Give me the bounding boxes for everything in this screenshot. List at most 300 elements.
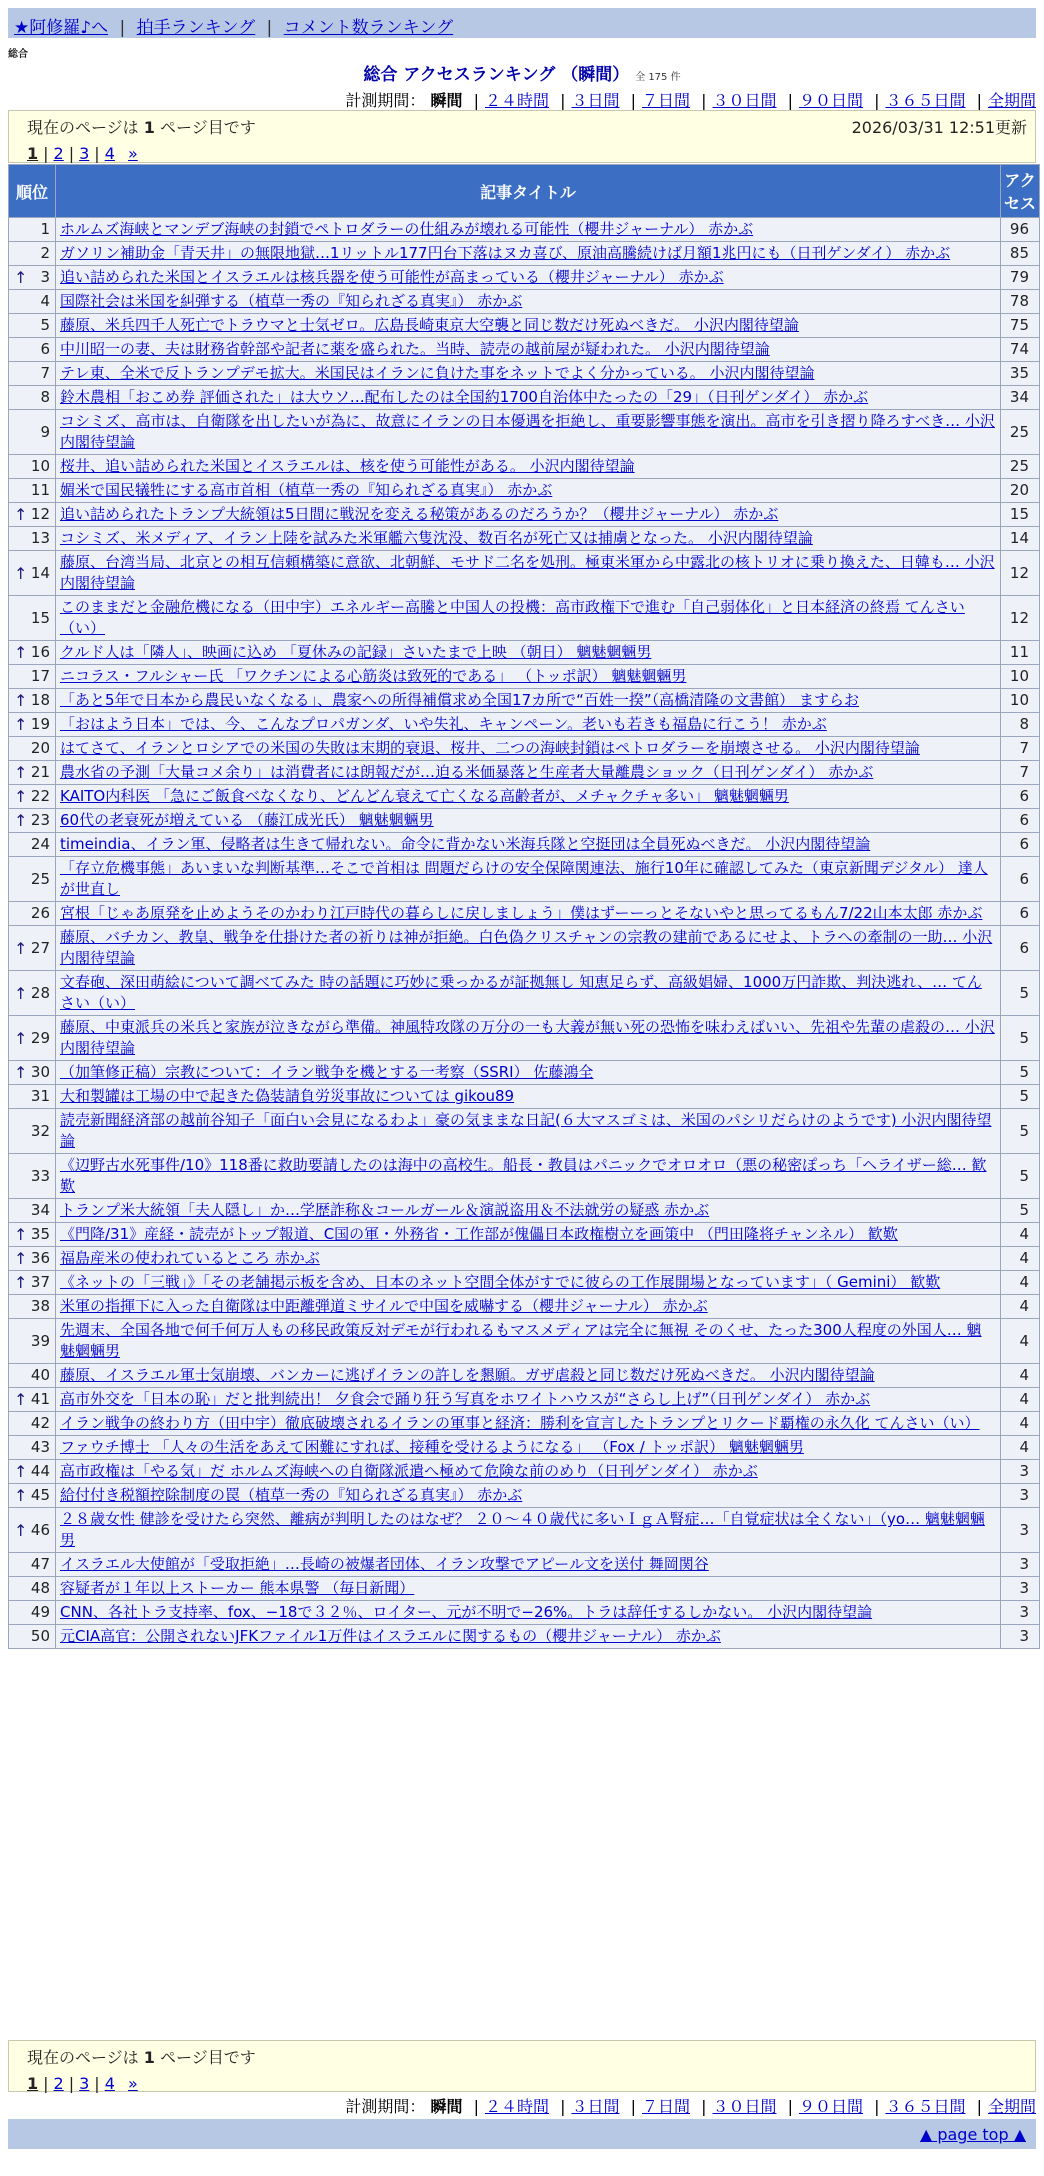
rank-cell [9,1154,55,1198]
rank-cell [9,551,55,595]
rank-up-arrow-icon: ↑ [14,1028,28,1048]
current-page-number: 1 [143,2048,155,2067]
rank-up-arrow-icon: ↑ [14,983,28,1003]
table-row [9,314,1039,337]
article-title-link[interactable]: 鈴木農相「おこめ券 評価された」は大ウソ…配布したのは全国約1700自治体中たったの「29」（日刊ゲンダイ） 赤かぶ [60,388,869,406]
title-cell [56,1553,1000,1576]
article-title-link[interactable]: 福島産米の使われているところ 赤かぶ [60,1249,320,1267]
table-row [9,479,1039,502]
footer-bar [8,2119,1036,2149]
nav-separator: | [119,18,126,38]
title-cell [56,1625,1000,1648]
title-cell [56,1154,1000,1198]
table-row [9,713,1039,736]
rank-cell [9,1460,55,1483]
home-link[interactable]: ★阿修羅♪へ [14,18,109,38]
period-3d[interactable]: ３日間 [571,91,620,110]
period-3d[interactable]: ３日間 [571,2097,620,2116]
period-current: 瞬間 [430,2097,463,2116]
title-cell [56,503,1000,526]
page-link-2[interactable]: 2 [53,2074,64,2093]
article-title-link[interactable]: トランプ米大統領「夫人隠し」か…学歴詐称＆コールガール＆演説盗用＆不法就労の疑惑 赤かぶ [60,1201,710,1219]
table-row [9,926,1039,970]
table-row [9,1199,1039,1222]
period-selector-bottom [345,2094,1036,2117]
table-row [9,218,1039,241]
title-cell [56,1601,1000,1624]
page-link-current: 1 [27,144,39,163]
article-title-link[interactable]: 容疑者が１年以上ストーカー 熊本県警 （毎日新聞） [60,1579,415,1597]
rank-cell [9,455,55,478]
table-row [9,1109,1039,1153]
period-separator: | [473,91,479,110]
rank-number: 19 [30,715,50,733]
period-separator: | [630,2097,636,2116]
rank-number: 15 [30,608,50,627]
rank-number: 22 [30,787,50,805]
table-row [9,1553,1039,1576]
table-row [9,1460,1039,1483]
article-title-link[interactable]: 読売新聞経済部の越前谷知子「面白い会見になるわよ」豪の気ままな日記(６大マスゴミは、米国のパシリだらけのようです) 小沢内閣待望論 [60,1111,992,1150]
title-cell [56,1223,1000,1246]
article-title-link[interactable]: 藤原、バチカン、教皇、戦争を仕掛けた者の祈りは神が拒絶。白色偽クリスチャンの宗教の建前であるにせよ、トラへの牽制の一助… 小沢内閣待望論 [60,928,993,967]
rank-cell [9,1199,55,1222]
rank-number: 39 [30,1331,50,1350]
access-count: 35 [1001,362,1039,385]
access-count: 75 [1001,314,1039,337]
title-cell [56,242,1000,265]
period-365d[interactable]: ３６５日間 [885,2097,966,2116]
rank-cell [9,1016,55,1060]
access-count: 7 [1001,737,1039,760]
access-count: 4 [1001,1319,1039,1363]
period-30d[interactable]: ３０日間 [712,2097,777,2116]
article-title-link[interactable]: 農水省の予測「大量コメ余り」は消費者には朗報だが…迫る米価暴落と生産者大量離農ショック（日刊ゲンダイ） 赤かぶ [60,763,874,781]
article-title-link[interactable]: テレ東、全米で反トランプデモ拡大。米国民はイランに負けた事をネットでよく分かっている。 小沢内閣待望論 [60,364,815,382]
period-separator: | [787,2097,793,2116]
title-cell [56,1271,1000,1294]
rank-number: 33 [30,1166,50,1185]
article-title-link[interactable]: 媚米で国民犠牲にする高市首相（植草一秀の『知られざる真実』） 赤かぶ [60,481,553,499]
page-link-4[interactable]: 4 [104,2074,115,2093]
rank-cell [9,386,55,409]
rank-cell [9,266,55,289]
title-cell [56,926,1000,970]
title-cell [56,761,1000,784]
article-title-link[interactable]: ガソリン補助金「青天井」の無限地獄…1リットル177円台下落はヌカ喜び、原油高騰続けば月額1兆円にも（日刊ゲンダイ） 赤かぶ [60,244,951,262]
period-all[interactable]: 全期間 [987,91,1036,110]
rank-number: 7 [40,364,50,382]
page-link-4[interactable]: 4 [104,144,115,163]
article-title-link[interactable]: ホルムズ海峡とマンデブ海峡の封鎖でペトロダラーの仕組みが壊れる可能性（櫻井ジャーナル） 赤かぶ [60,220,754,238]
period-24h[interactable]: ２４時間 [484,2097,549,2116]
access-count: 5 [1001,971,1039,1015]
rank-up-arrow-icon: ↑ [14,643,28,662]
table-row [9,1508,1039,1552]
article-title-link[interactable]: 米軍の指揮下に入った自衛隊は中距離弾道ミサイルで中国を威嚇する（櫻井ジャーナル） 赤かぶ [60,1297,708,1315]
article-title-link[interactable]: 追い詰められた米国とイスラエルは核兵器を使う可能性が高まっている（櫻井ジャーナル） 赤かぶ [60,268,724,286]
article-title-link[interactable]: このままだと金融危機になる（田中宇）エネルギー高騰と中国人の投機：高市政権下で進む「自己弱体化」と日本経済の終焉 てんさい（い） [60,598,965,637]
rank-number: 10 [30,457,50,475]
table-row [9,1625,1039,1648]
article-title-link[interactable]: timeindia、イラン軍、侵略者は生きて帰れない。命令に背かない米海兵隊と空挺団は全員死ぬべきだ。 小沢内閣待望論 [60,835,871,853]
title-cell [56,641,1000,664]
article-title-link[interactable]: 《辺野古水死事件/10》118番に救助要請したのは海中の高校生。船長・教員はパニックでオロオロ（悪の秘密ぽっち「ヘライザー総… 歓歎 [60,1156,987,1195]
col-access-header: アクセス [1001,165,1039,217]
rank-number: 16 [30,643,50,661]
page-separator: | [43,2074,49,2093]
access-count: 5 [1001,1109,1039,1153]
table-row [9,362,1039,385]
page-link-3[interactable]: 3 [79,144,90,163]
rank-number: 21 [30,763,50,781]
title-cell [56,713,1000,736]
page-links [27,2074,1017,2093]
rank-cell [9,527,55,550]
rank-number: 1 [40,220,50,238]
rank-number: 37 [30,1273,50,1291]
table-row [9,1247,1039,1270]
rank-up-arrow-icon: ↑ [14,715,28,734]
access-count: 3 [1001,1484,1039,1507]
article-title-link[interactable]: ２８歳女性 健診を受けたら突然、離病が判明したのはなぜ？ ２０～４０歳代に多いＩｇＡ腎症…「自覚症状は全くない」（yo… 魑魅魍魎男 [60,1510,985,1549]
rank-up-arrow-icon: ↑ [14,1462,28,1481]
rank-number: 38 [30,1297,50,1315]
rank-number: 29 [30,1028,50,1047]
table-row [9,527,1039,550]
rank-cell [9,641,55,664]
article-title-link[interactable]: 「おはよう日本」では、今、こんなプロパガンダ、いや失礼、キャンペーン。老いも若きも福島に行こう！ 赤かぶ [60,715,827,733]
period-90d[interactable]: ９０日間 [798,91,863,110]
pager-bottom [8,2040,1036,2092]
access-count: 5 [1001,1199,1039,1222]
article-title-link[interactable]: （加筆修正稿）宗教について：イラン戦争を機とする一考察（SSRI） 佐藤鴻全 [60,1063,594,1081]
article-title-link[interactable]: 中川昭一の妻、夫は財務省幹部や記者に薬を盛られた。当時、読売の越前屋が疑われた。 小沢内閣待望論 [60,340,770,358]
article-title-link[interactable]: KAITO内科医 「急にご飯食べなくなり、どんどん衰えて亡くなる高齢者が、メチャクチャ多い」 魑魅魍魎男 [60,787,789,805]
title-cell [56,338,1000,361]
article-title-link[interactable]: 高市外交を「日本の恥」だと批判続出！ 夕食会で踊り狂う写真をホワイトハウスが“さらし上げ”（日刊ゲンダイ） 赤かぶ [60,1390,871,1408]
period-selector-top [345,88,1036,111]
title-cell [56,1436,1000,1459]
access-count: 85 [1001,242,1039,265]
rank-up-arrow-icon: ↑ [14,1249,28,1268]
article-title-link[interactable]: イスラエル大使館が「受取拒絶」…長崎の被爆者団体、イラン攻撃でアピール文を送付 舞岡関谷 [60,1555,709,1573]
access-count: 5 [1001,1154,1039,1198]
rank-cell [9,338,55,361]
access-count: 12 [1001,596,1039,640]
article-title-link[interactable]: 先週末、全国各地で何千何万人もの移民政策反対デモが行われるもマスメディアは完全に無視 そのくせ、たった300人程度の外国人… 魑魅魍魎男 [60,1321,982,1360]
table-row [9,1154,1039,1198]
rank-cell [9,665,55,688]
period-separator: | [630,91,636,110]
title-cell [56,665,1000,688]
rank-number: 46 [30,1520,50,1539]
access-count: 6 [1001,809,1039,832]
access-count: 6 [1001,926,1039,970]
table-row [9,665,1039,688]
rank-number: 34 [30,1201,50,1219]
article-title-link[interactable]: 文春砲、深田萌絵について調べてみた 時の話題に巧妙に乗っかるが証拠無し 知恵足らず、高級娼婦、1000万円詐欺、判決逃れ、… てんさい（い） [60,973,982,1012]
rank-cell [9,1553,55,1576]
current-page-prefix: 現在のページは [27,118,139,137]
title-cell [56,290,1000,313]
table-row [9,1577,1039,1600]
rank-number: 5 [40,316,50,334]
period-30d[interactable]: ３０日間 [712,91,777,110]
access-count: 4 [1001,1223,1039,1246]
page-link-2[interactable]: 2 [53,144,64,163]
article-title-link[interactable]: 元CIA高官：公開されないJFKファイル1万件はイスラエルに関するもの（櫻井ジャーナル） 赤かぶ [60,1627,721,1645]
rank-number: 48 [30,1579,50,1597]
period-all[interactable]: 全期間 [987,2097,1036,2116]
table-row [9,1085,1039,1108]
rank-number: 23 [30,811,50,829]
access-count: 4 [1001,1364,1039,1387]
article-title-link[interactable]: CNN、各社トラ支持率、fox、−18で３２％、ロイター、元が不明で−26%。トラは辞任するしかない。 小沢内閣待望論 [60,1603,873,1621]
rank-cell [9,833,55,856]
rank-number: 50 [30,1627,50,1645]
rank-up-arrow-icon: ↑ [14,938,28,958]
article-title-link[interactable]: 藤原、米兵四千人死亡でトラウマと士気ゼロ。広島長崎東京大空襲と同じ数だけ死ぬべきだ。 小沢内閣待望論 [60,316,799,334]
period-separator: | [560,2097,566,2116]
period-label: 計測期間： [345,2097,426,2116]
rank-up-arrow-icon: ↑ [14,505,28,524]
rank-cell [9,1223,55,1246]
access-count: 20 [1001,479,1039,502]
article-title-link[interactable]: クルド人は「隣人」、映画に込め 「夏休みの記録」さいたまで上映 （朝日） 魑魅魍魎男 [60,643,652,661]
page-separator: | [68,2074,75,2093]
next-page-link[interactable]: » [127,2074,138,2093]
title-cell [56,455,1000,478]
article-title-link[interactable]: 「あと5年で日本から農民いなくなる」、農家への所得補償求め全国17カ所で“百姓一揆”（高橋清隆の文書館） ますらお [60,691,859,709]
title-cell [56,1364,1000,1387]
rank-number: 13 [30,529,50,547]
table-row [9,809,1039,832]
table-row [9,1388,1039,1411]
rank-cell [9,503,55,526]
table-row [9,455,1039,478]
rank-cell [9,1061,55,1084]
table-row [9,737,1039,760]
page-title: 総合 アクセスランキング （瞬間） [363,65,630,85]
access-count: 96 [1001,218,1039,241]
table-row [9,503,1039,526]
rank-number: 45 [30,1486,50,1504]
article-title-link[interactable]: ニコラス・フルシャー氏 「ワクチンによる心筋炎は致死的である」 （トッポ訳） 魑魅魍魎男 [60,667,687,685]
title-cell [56,785,1000,808]
clap-ranking-link[interactable]: 拍手ランキング [136,18,256,38]
period-24h[interactable]: ２４時間 [484,91,549,110]
table-row [9,1412,1039,1435]
rank-up-arrow-icon: ↑ [14,1390,28,1409]
rank-up-arrow-icon: ↑ [14,787,28,806]
title-cell [56,1319,1000,1363]
rank-cell [9,737,55,760]
table-row [9,596,1039,640]
title-cell [56,1460,1000,1483]
page-separator: | [43,144,49,163]
article-title-link[interactable]: 桜井、追い詰められた米国とイスラエルは、核を使う可能性がある。 小沢内閣待望論 [60,457,635,475]
article-title-link[interactable]: コシミズ、米メディア、イラン上陸を試みた米軍艦六隻沈没、数百名が死亡又は捕虜となった。 小沢内閣待望論 [60,529,813,547]
article-title-link[interactable]: 《門降/31》産経・読売がトップ報道、C国の軍・外務省・工作部が傀儡日本政権樹立を画策中 （門田隆将チャンネル） 歓歎 [60,1225,898,1243]
access-count: 5 [1001,1085,1039,1108]
rank-cell [9,857,55,901]
col-rank-header: 順位 [9,165,55,217]
rank-cell [9,785,55,808]
access-count: 3 [1001,1508,1039,1552]
rank-cell [9,218,55,241]
page-separator: | [68,144,75,163]
title-cell [56,551,1000,595]
rank-number: 6 [40,340,50,358]
rank-up-arrow-icon: ↑ [14,811,28,830]
article-title-link[interactable]: 給付付き税額控除制度の罠（植草一秀の『知られざる真実』） 赤かぶ [60,1486,523,1504]
access-count: 4 [1001,1388,1039,1411]
access-count: 10 [1001,689,1039,712]
rank-number: 35 [30,1225,50,1243]
rank-number: 30 [30,1063,50,1081]
page-link-3[interactable]: 3 [79,2074,90,2093]
ranking-table-body [9,218,1039,1648]
period-separator: | [874,91,880,110]
table-row [9,338,1039,361]
rank-cell [9,1085,55,1108]
title-cell [56,1412,1000,1435]
article-title-link[interactable]: 藤原、台湾当局、北京との相互信頼構築に意欲、北朝鮮、モサド二名を処刑。極東米軍から中露北の核トリオに乗り換えた、日韓も… 小沢内閣待望論 [60,553,995,592]
rank-number: 8 [40,388,50,406]
period-separator: | [787,91,793,110]
title-cell [56,971,1000,1015]
title-cell [56,1484,1000,1507]
title-cell [56,1577,1000,1600]
rank-cell [9,809,55,832]
rank-up-arrow-icon: ↑ [14,563,28,583]
rank-cell [9,1508,55,1552]
rank-number: 11 [30,481,50,499]
article-title-link[interactable]: 高市政権は「やる気」だ ホルムズ海峡への自衛隊派遣へ極めて危険な前のめり（日刊ゲンダイ） 赤かぶ [60,1462,758,1480]
period-7d[interactable]: ７日間 [641,91,690,110]
access-count: 74 [1001,338,1039,361]
period-7d[interactable]: ７日間 [641,2097,690,2116]
rank-cell [9,689,55,712]
page-links [27,144,1017,163]
rank-number: 44 [30,1462,50,1480]
table-header-row [9,165,1039,217]
page-title-block [0,60,1044,85]
article-title-link[interactable]: コシミズ、高市は、自衛隊を出したいが為に、故意にイランの日本優遇を拒絶し、重要影響事態を演出。高市を引き摺り降ろすべき… 小沢内閣待望論 [60,412,995,451]
page-separator: | [94,2074,100,2093]
page-top-link[interactable]: ▲ page top ▲ [919,2125,1026,2144]
pager-top [8,110,1036,163]
period-separator: | [473,2097,479,2116]
rank-number: 27 [30,938,50,957]
title-cell [56,386,1000,409]
table-row [9,1271,1039,1294]
rank-cell [9,242,55,265]
article-title-link[interactable]: 大和製罐は工場の中で起きた偽装請負労災事故については gikou89 [60,1087,515,1105]
period-current: 瞬間 [430,91,463,110]
rank-up-arrow-icon: ↑ [14,268,28,287]
title-cell [56,218,1000,241]
rank-cell [9,596,55,640]
article-title-link[interactable]: はてさて、イランとロシアでの米国の失敗は末期的衰退、桜井、二つの海峡封鎖はペトロダラーを崩壊させる。 小沢内閣待望論 [60,739,920,757]
access-count: 15 [1001,503,1039,526]
access-count: 6 [1001,857,1039,901]
rank-up-arrow-icon: ↑ [14,691,28,710]
table-row [9,1223,1039,1246]
rank-number: 26 [30,904,50,922]
article-title-link[interactable]: 《ネットの「三戦」》「その老舗掲示板を含め、日本のネット空間全体がすでに彼らの工作展開場となっています」（ Gemini） 歓歎 [60,1273,941,1291]
article-title-link[interactable]: 「存立危機事態」あいまいな判断基準…そこで首相は 問題だらけの安全保障関連法、施行10年に確認してみた（東京新聞デジタル） 達人が世直し [60,859,988,898]
article-title-link[interactable]: 60代の老衰死が増えている （藤江成光氏） 魑魅魍魎男 [60,811,434,829]
rank-number: 32 [30,1121,50,1140]
rank-up-arrow-icon: ↑ [14,763,28,782]
access-count: 79 [1001,266,1039,289]
rank-cell [9,1577,55,1600]
rank-number: 12 [30,505,50,523]
access-count: 4 [1001,1436,1039,1459]
next-page-link[interactable]: » [127,144,138,163]
table-row [9,1061,1039,1084]
rank-cell [9,1295,55,1318]
period-90d[interactable]: ９０日間 [798,2097,863,2116]
rank-cell [9,1319,55,1363]
rank-cell [9,1625,55,1648]
rank-cell [9,926,55,970]
article-title-link[interactable]: 藤原、中東派兵の米兵と家族が泣きながら準備。神風特攻隊の万分の一も大義が無い死の恐怖を味わえばいい、先祖や先輩の虐殺の… 小沢内閣待望論 [60,1018,995,1057]
table-row [9,1295,1039,1318]
ranking-table [8,164,1040,1649]
title-cell [56,1109,1000,1153]
table-row [9,902,1039,925]
article-title-link[interactable]: 国際社会は米国を糾弾する（植草一秀の『知られざる真実』） 赤かぶ [60,292,523,310]
period-separator: | [701,91,707,110]
title-cell [56,737,1000,760]
rank-cell [9,1601,55,1624]
access-count: 34 [1001,386,1039,409]
article-title-link[interactable]: ファウチ博士 「人々の生活をあえて困難にすれば、接種を受けるようになる」 （Fox / トッポ訳） 魑魅魍魎男 [60,1438,804,1456]
access-count: 12 [1001,551,1039,595]
period-365d[interactable]: ３６５日間 [885,91,966,110]
title-cell [56,1247,1000,1270]
section-label: 総合 [8,49,28,60]
period-separator: | [976,2097,982,2116]
access-count: 3 [1001,1577,1039,1600]
comment-ranking-link[interactable]: コメント数ランキング [283,18,454,38]
access-count: 11 [1001,641,1039,664]
table-row [9,833,1039,856]
article-title-link[interactable]: 宮根「じゃあ原発を止めようそのかわり江戸時代の暮らしに戻しましょう」僕はずーーっとそないやと思ってるもん7/22山本太郎 赤かぶ [60,904,983,922]
rank-cell [9,1388,55,1411]
access-count: 4 [1001,1271,1039,1294]
access-count: 6 [1001,785,1039,808]
article-title-link[interactable]: 藤原、イスラエル軍士気崩壊、バンカーに逃げイランの許しを懇願。ガザ虐殺と同じ数だけ死ぬべきだ。 小沢内閣待望論 [60,1366,875,1384]
top-nav-bar [8,8,1036,38]
rank-cell [9,1271,55,1294]
period-separator: | [976,91,982,110]
table-row [9,1319,1039,1363]
rank-number: 3 [40,268,50,286]
title-cell [56,1016,1000,1060]
access-count: 6 [1001,833,1039,856]
title-cell [56,1295,1000,1318]
nav-separator: | [266,18,273,38]
article-title-link[interactable]: 追い詰められたトランプ大統領は5日間に戦況を変える秘策があるのだろうか？（櫻井ジャーナル） 赤かぶ [60,505,779,523]
access-count: 3 [1001,1601,1039,1624]
title-cell [56,689,1000,712]
article-title-link[interactable]: イラン戦争の終わり方（田中宇）徹底破壊されるイランの軍事と経済：勝利を宣言したトランプとリクード覇権の永久化 てんさい（い） [60,1414,980,1432]
rank-number: 17 [30,667,50,685]
